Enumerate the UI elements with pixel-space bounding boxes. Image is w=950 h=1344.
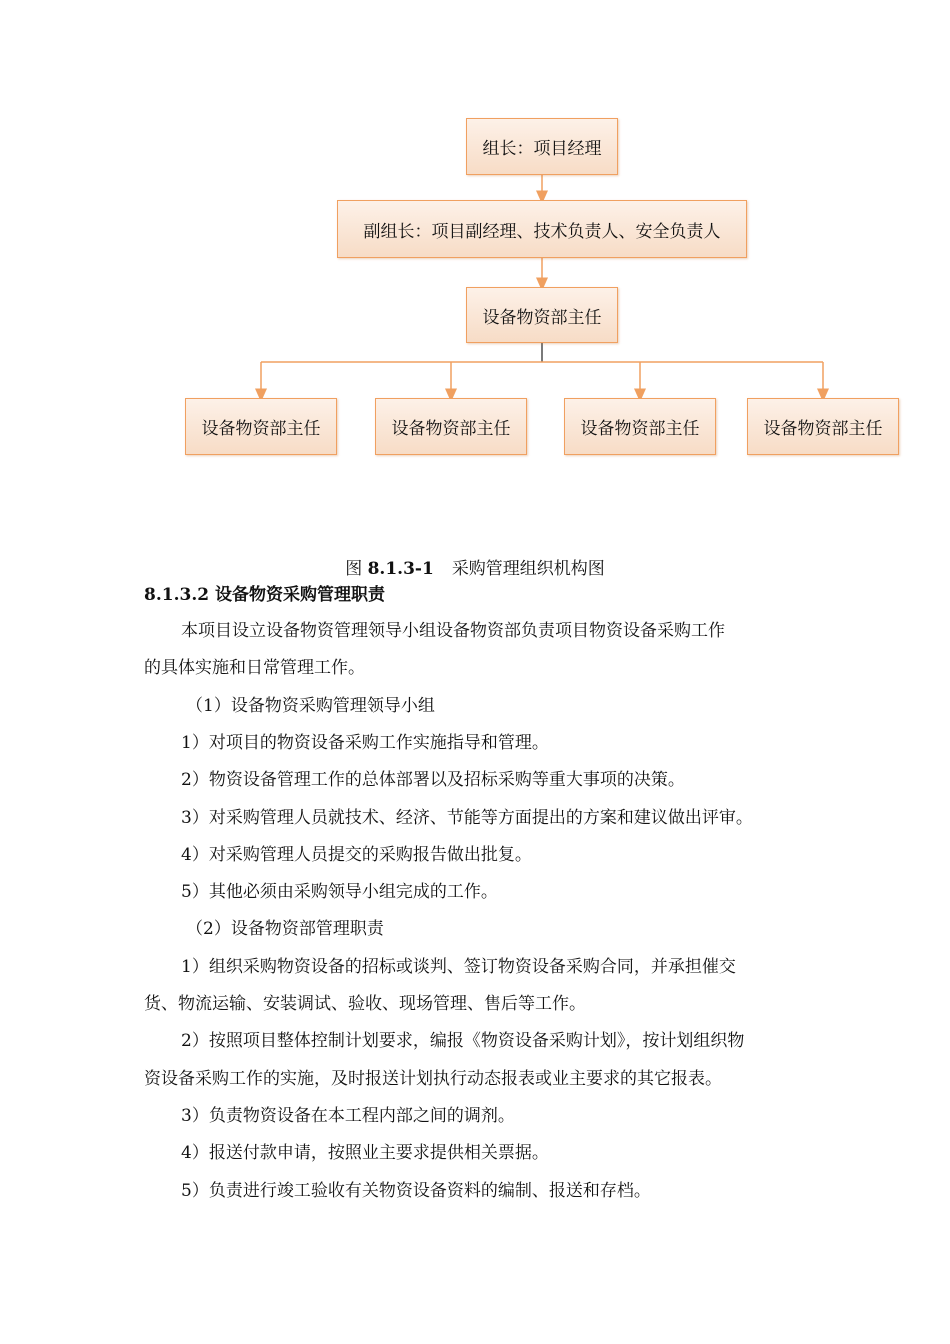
body-line: 本项目设立设备物资管理领导小组设备物资部负责项目物资设备采购工作 <box>181 621 725 641</box>
list-item: 3）对采购管理人员就技术、经济、节能等方面提出的方案和建议做出评审。 <box>181 808 753 828</box>
list-item-continuation: 资设备采购工作的实施，及时报送计划执行动态报表或业主要求的其它报表。 <box>144 1069 722 1089</box>
list-item: 1）对项目的物资设备采购工作实施指导和管理。 <box>181 733 549 753</box>
list-item-continuation: 货、物流运输、安装调试、验收、现场管理、售后等工作。 <box>144 994 586 1014</box>
list-heading: （1）设备物资采购管理领导小组 <box>186 696 435 716</box>
list-item: 4）报送付款申请，按照业主要求提供相关票据。 <box>181 1143 549 1163</box>
list-item: 2）按照项目整体控制计划要求，编报《物资设备采购计划》，按计划组织物 <box>181 1031 745 1051</box>
figure-caption <box>0 554 950 579</box>
org-box-dept-head: 设备物资部主任 <box>466 287 618 343</box>
list-item: 3）负责物资设备在本工程内部之间的调剂。 <box>181 1106 515 1126</box>
list-item: 5）其他必须由采购领导小组完成的工作。 <box>181 882 498 902</box>
caption-title: 采购管理组织机构图 <box>451 559 605 579</box>
caption-prefix: 图 <box>345 559 368 579</box>
list-item: 5）负责进行竣工验收有关物资设备资料的编制、报送和存档。 <box>181 1181 651 1201</box>
list-item: 1）组织采购物资设备的招标或谈判、签订物资设备采购合同，并承担催交 <box>181 957 736 977</box>
org-chart <box>0 0 950 470</box>
org-box-leader: 组长：项目经理 <box>466 118 618 175</box>
org-box-sub-1: 设备物资部主任 <box>185 398 337 455</box>
org-box-sub-4: 设备物资部主任 <box>747 398 899 455</box>
list-heading: （2）设备物资部管理职责 <box>186 919 384 939</box>
org-box-sub-3: 设备物资部主任 <box>564 398 716 455</box>
org-box-sub-2: 设备物资部主任 <box>375 398 527 455</box>
section-heading: 8.1.3.2 设备物资采购管理职责 <box>144 585 385 605</box>
list-item: 4）对采购管理人员提交的采购报告做出批复。 <box>181 845 532 865</box>
org-box-deputy: 副组长：项目副经理、技术负责人、安全负责人 <box>337 200 747 258</box>
body-line: 的具体实施和日常管理工作。 <box>144 658 365 678</box>
list-item: 2）物资设备管理工作的总体部署以及招标采购等重大事项的决策。 <box>181 770 685 790</box>
caption-number: 8.1.3-1 <box>367 559 434 579</box>
